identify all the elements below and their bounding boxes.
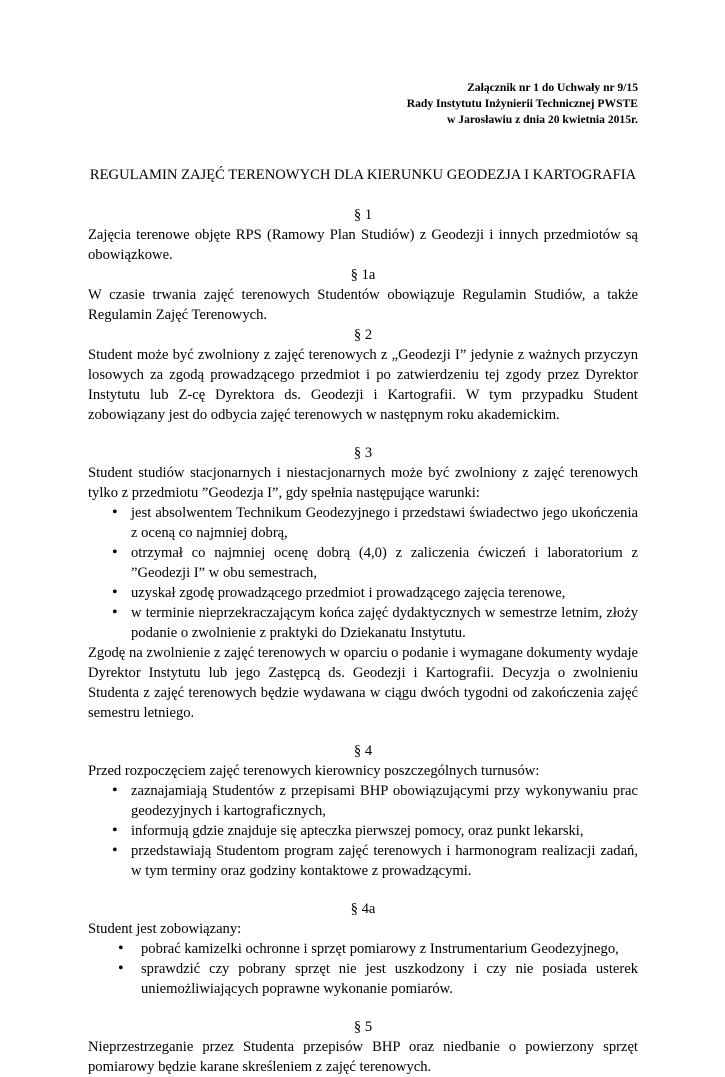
list-item: • jest absolwentem Technikum Geodezyjnego i przedstawi świadectwo jego ukończenia z oceną co najmniej dobrą, — [88, 503, 638, 543]
section-4a-intro: Student jest zobowiązany: — [88, 921, 242, 937]
section-5-heading: § 5 — [353, 1019, 373, 1035]
section-1-heading: § 1 — [353, 207, 373, 223]
section-3-outro: Zgodę na zwolnienie z zajęć terenowych w oparciu o podanie i wymagane dokumenty wydaje Dyrektor Instytutu lub jego Zastępcą ds. Geodezji i Kartografii. Decyzja o zwolnieniu Studenta z zajęć terenowych będzie wydawana w ciągu dwóch tygodni od zakończenia zajęć semestru letniego. — [88, 645, 638, 721]
attachment-header — [88, 80, 638, 128]
list-item: • informują gdzie znajduje się apteczka pierwszej pomocy, oraz punkt lekarski, — [88, 821, 638, 841]
section-4a-list — [88, 939, 638, 999]
list-item: • uzyskał zgodę prowadzącego przedmiot i prowadzącego zajęcia terenowe, — [88, 583, 638, 603]
list-item: • otrzymał co najmniej ocenę dobrą (4,0) z zaliczenia ćwiczeń i laboratorium z ”Geodezji I” w obu semestrach, — [88, 543, 638, 583]
section-4-intro: Przed rozpoczęciem zajęć terenowych kierownicy poszczególnych turnusów: — [88, 763, 540, 779]
section-4-heading: § 4 — [353, 743, 373, 759]
section-2-text: Student może być zwolniony z zajęć terenowych z „Geodezji I” jedynie z ważnych przyczyn losowych za zgodą prowadzącego przedmiot i po zatwierdzeniu tej zgody przez Dyrektor Instytutu lub Z-cę Dyrektora ds. Geodezji i Kartografii. W tym przypadku Student zobowiązany jest do odbycia zajęć terenowych w następnym roku akademickim. — [88, 347, 638, 423]
section-1-text: Zajęcia terenowe objęte RPS (Ramowy Plan Studiów) z Geodezji i innych przedmiotów są obowiązkowe. — [88, 227, 638, 263]
section-3-intro: Student studiów stacjonarnych i niestacjonarnych może być zwolniony z zajęć terenowych tylko z przedmiotu ”Geodezja I”, gdy spełnia następujące warunki: — [88, 465, 638, 501]
section-1a-heading: § 1a — [350, 267, 376, 283]
section-4-list — [88, 781, 638, 881]
header-line-1: Załącznik nr 1 do Uchwały nr 9/15 — [467, 81, 638, 94]
list-item: • pobrać kamizelki ochronne i sprzęt pomiarowy z Instrumentarium Geodezyjnego, — [88, 939, 638, 959]
list-item: • sprawdzić czy pobrany sprzęt nie jest uszkodzony i czy nie posiada usterek uniemożliwiających poprawne wykonanie pomiarów. — [88, 959, 638, 999]
section-5-text: Nieprzestrzeganie przez Studenta przepisów BHP oraz niedbanie o powierzony sprzęt pomiarowy będzie karane skreśleniem z zajęć terenowych. — [88, 1039, 638, 1075]
list-item: • w terminie nieprzekraczającym końca zajęć dydaktycznych w semestrze letnim, złoży podanie o zwolnienie z praktyki do Dziekanatu Instytutu. — [88, 603, 638, 643]
header-line-3: w Jarosławiu z dnia 20 kwietnia 2015r. — [447, 113, 638, 126]
document-title: REGULAMIN ZAJĘĆ TERENOWYCH DLA KIERUNKU GEODEZJA I KARTOGRAFIA — [89, 167, 637, 183]
section-3-list — [88, 503, 638, 643]
section-1a-text: W czasie trwania zajęć terenowych Studentów obowiązuje Regulamin Studiów, a także Regulamin Zajęć Terenowych. — [88, 287, 638, 323]
list-item: • przedstawiają Studentom program zajęć terenowych i harmonogram realizacji zadań, w tym terminy oraz godziny kontaktowe z prowadzącymi. — [88, 841, 638, 881]
section-4a-heading: § 4a — [350, 901, 376, 917]
list-item: • zaznajamiają Studentów z przepisami BHP obowiązującymi przy wykonywaniu prac geodezyjnych i kartograficznych, — [88, 781, 638, 821]
section-2-heading: § 2 — [353, 327, 373, 343]
section-3-heading: § 3 — [353, 445, 373, 461]
document-page — [88, 80, 638, 1077]
header-line-2: Rady Instytutu Inżynierii Technicznej PWSTE — [406, 97, 638, 110]
